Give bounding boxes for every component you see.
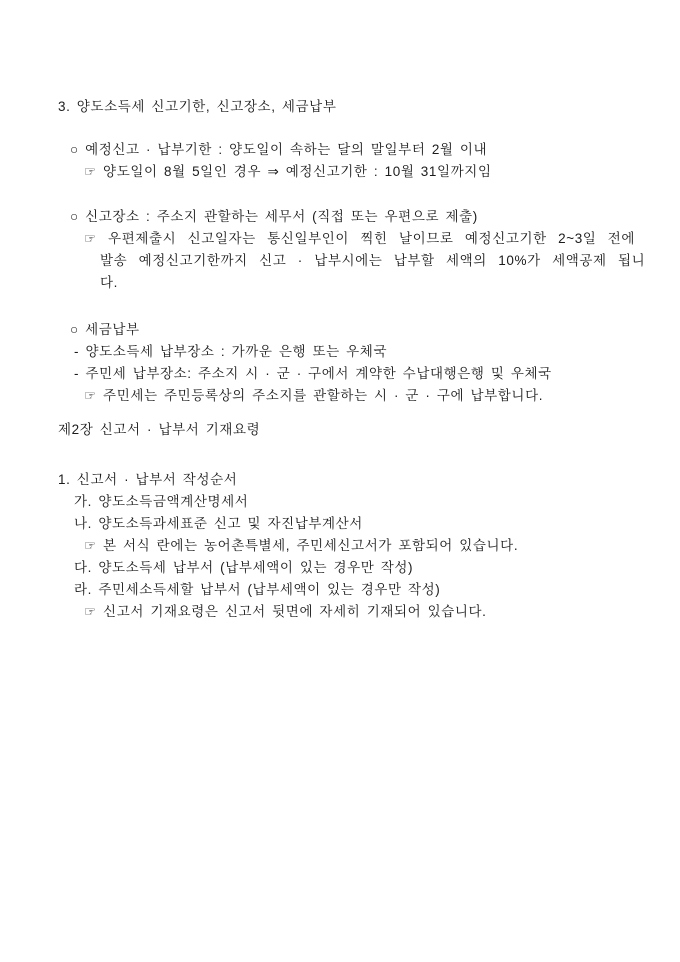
section-preliminary-report (58, 139, 626, 183)
tax-payment-item: ○ 세금납부 (70, 322, 140, 337)
section-writing-order (58, 469, 626, 623)
resident-tax-place-line: - 주민세 납부장소: 주소지 시 · 군 · 구에서 계약한 수납대행은행 및 우체국 (74, 366, 552, 381)
filing-place-item: ○ 신고장소 : 주소지 관할하는 세무서 (직접 또는 우편으로 제출) (70, 209, 478, 224)
prelim-deadline-item: ○ 예정신고 · 납부기한 : 양도일이 속하는 달의 말일부터 2월 이내 (70, 142, 488, 157)
prelim-example-note: ☞ 양도일이 8월 5일인 경우 ⇒ 예정신고기한 : 10월 31일까지임 (84, 164, 492, 179)
writing-order-heading: 1. 신고서 · 납부서 작성순서 (58, 472, 238, 487)
writing-order-note-na: ☞ 본 서식 란에는 농어촌특별세, 주민세신고서가 포함되어 있습니다. (84, 538, 519, 553)
section-tax-payment (58, 319, 626, 407)
writing-order-item-ga: 가. 양도소득금액계산명세서 (74, 494, 249, 509)
section3-heading: 3. 양도소득세 신고기한, 신고장소, 세금납부 (58, 99, 337, 114)
filing-place-note-line1: ☞ 우편제출시 신고일자는 통신일부인이 찍힌 날이므로 예정신고기한 2~3일 전에 (84, 231, 636, 246)
writing-order-note-end: ☞ 신고서 기재요령은 신고서 뒷면에 자세히 기재되어 있습니다. (84, 604, 487, 619)
writing-order-item-da: 다. 양도소득세 납부서 (납부세액이 있는 경우만 작성) (74, 560, 414, 575)
filing-place-note-line2: 발송 예정신고기한까지 신고 · 납부시에는 납부할 세액의 10%가 세액공제 됩니 (100, 253, 646, 268)
filing-place-note-line3: 다. (100, 275, 118, 290)
resident-tax-note: ☞ 주민세는 주민등록상의 주소지를 관할하는 시 · 군 · 구에 납부합니다. (84, 388, 544, 403)
chapter2-heading: 제2장 신고서 · 납부서 기재요령 (58, 422, 261, 437)
writing-order-item-ra: 라. 주민세소득세할 납부서 (납부세액이 있는 경우만 작성) (74, 582, 441, 597)
writing-order-item-na: 나. 양도소득과세표준 신고 및 자진납부계산서 (74, 516, 363, 531)
section-filing-place (58, 206, 646, 294)
transfer-tax-place-line: - 양도소득세 납부장소 : 가까운 은행 또는 우체국 (74, 344, 388, 359)
